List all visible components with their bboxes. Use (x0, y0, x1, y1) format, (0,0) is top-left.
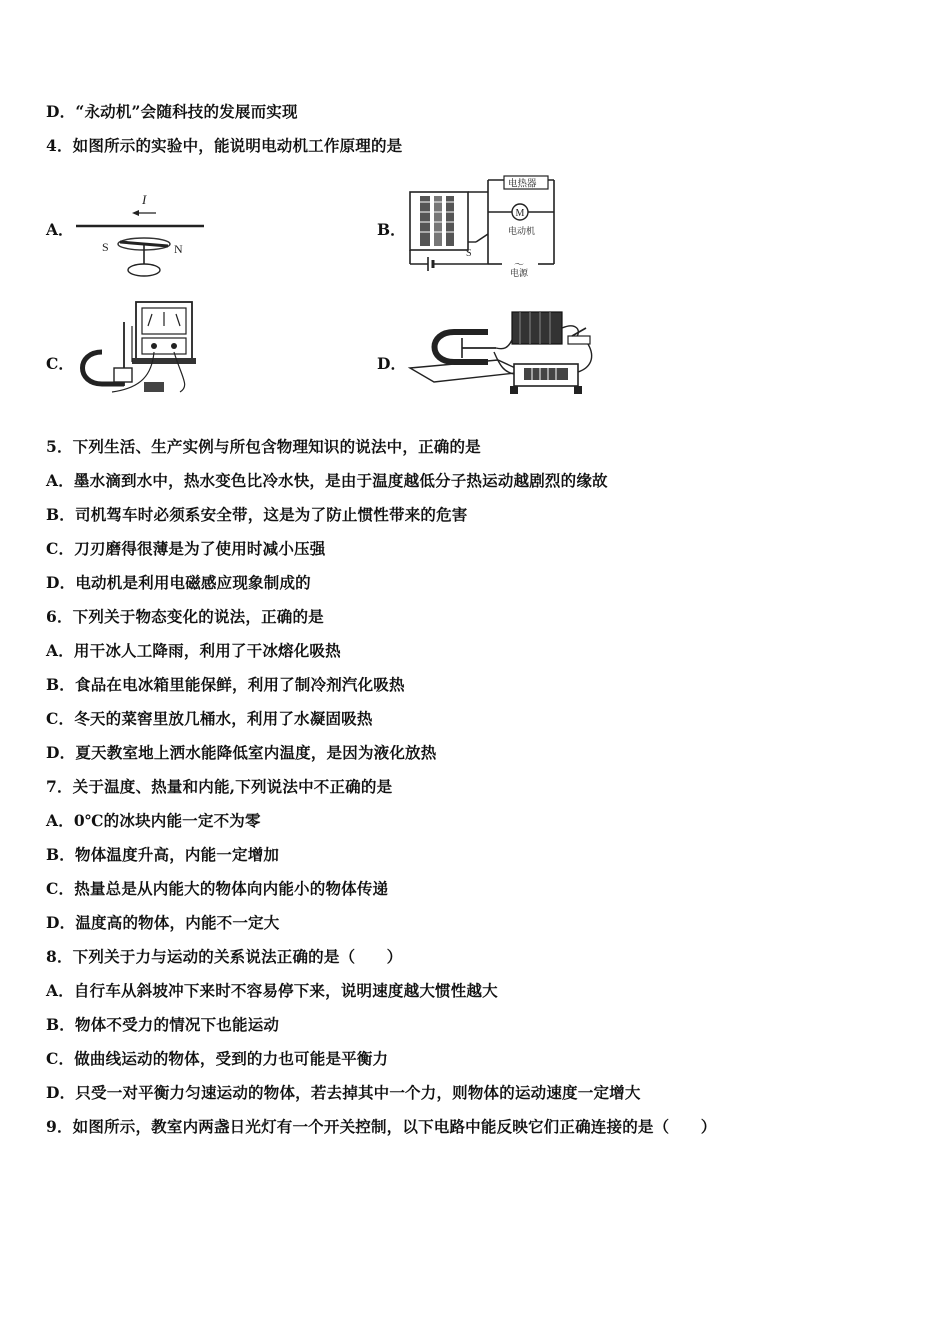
q8-stem: 8．下列关于力与运动的关系说法正确的是（ ） (46, 947, 403, 966)
source-label: 电源 (510, 269, 529, 278)
q7-option-c: C．热量总是从内能大的物体向内能小的物体传递 (46, 879, 389, 898)
q6-option-d: D．夏天教室地上洒水能降低室内温度，是因为液化放热 (46, 743, 437, 762)
q5-option-b: B．司机驾车时必须系安全带，这是为了防止惯性带来的危害 (46, 505, 468, 524)
switch-s-label: S (466, 248, 472, 259)
q9-stem: 9．如图所示，教室内两盏日光灯有一个开关控制，以下电路中能反映它们正确连接的是（ ） (46, 1117, 717, 1136)
q4-figure-c (72, 296, 212, 400)
q7-option-b: B．物体温度升高，内能一定增加 (46, 845, 280, 864)
q7-option-a: A．0℃的冰块内能一定不为零 (46, 811, 261, 830)
pole-n-label: N (174, 242, 183, 256)
motor-symbol: M (515, 208, 525, 219)
q4-figure-a (70, 186, 210, 282)
q7-option-d: D．温度高的物体，内能不一定大 (46, 913, 280, 932)
pole-s-label: S (102, 240, 109, 254)
q4-option-d-label: D． (377, 354, 406, 373)
current-label: I (142, 192, 147, 207)
heater-label: 电热器 (508, 178, 537, 190)
q7-stem: 7．关于温度、热量和内能,下列说法中不正确的是 (46, 777, 393, 796)
q8-option-c: C．做曲线运动的物体，受到的力也可能是平衡力 (46, 1049, 389, 1068)
source-symbol: ～ (514, 260, 524, 271)
q3-option-d: D．“永动机”会随科技的发展而实现 (46, 102, 298, 121)
q4-option-a-label: A． (46, 220, 74, 239)
q5-option-c: C．刀刃磨得很薄是为了使用时减小压强 (46, 539, 326, 558)
q6-option-a: A．用干冰人工降雨，利用了干冰熔化吸热 (46, 641, 341, 660)
q8-option-a: A．自行车从斜坡冲下来时不容易停下来，说明速度越大惯性越大 (46, 981, 498, 1000)
q4-option-c-label: C． (46, 354, 74, 373)
q5-option-a: A．墨水滴到水中，热水变色比冷水快，是由于温度越低分子热运动越剧烈的缘故 (46, 471, 608, 490)
q8-option-d: D．只受一对平衡力匀速运动的物体，若去掉其中一个力，则物体的运动速度一定增大 (46, 1083, 641, 1102)
q6-stem: 6．下列关于物态变化的说法，正确的是 (46, 607, 324, 626)
q6-option-c: C．冬天的菜窖里放几桶水，利用了水凝固吸热 (46, 709, 373, 728)
q4-figure-b (406, 172, 562, 278)
q5-stem: 5．下列生活、生产实例与所包含物理知识的说法中，正确的是 (46, 437, 481, 456)
q4-stem: 4．如图所示的实验中，能说明电动机工作原理的是 (46, 136, 403, 155)
q4-figure-d (404, 302, 598, 402)
q4-option-b-label: B． (377, 220, 406, 239)
q8-option-b: B．物体不受力的情况下也能运动 (46, 1015, 280, 1034)
q5-option-d: D．电动机是利用电磁感应现象制成的 (46, 573, 311, 592)
q6-option-b: B．食品在电冰箱里能保鲜，利用了制冷剂汽化吸热 (46, 675, 405, 694)
motor-label: 电动机 (508, 227, 536, 237)
